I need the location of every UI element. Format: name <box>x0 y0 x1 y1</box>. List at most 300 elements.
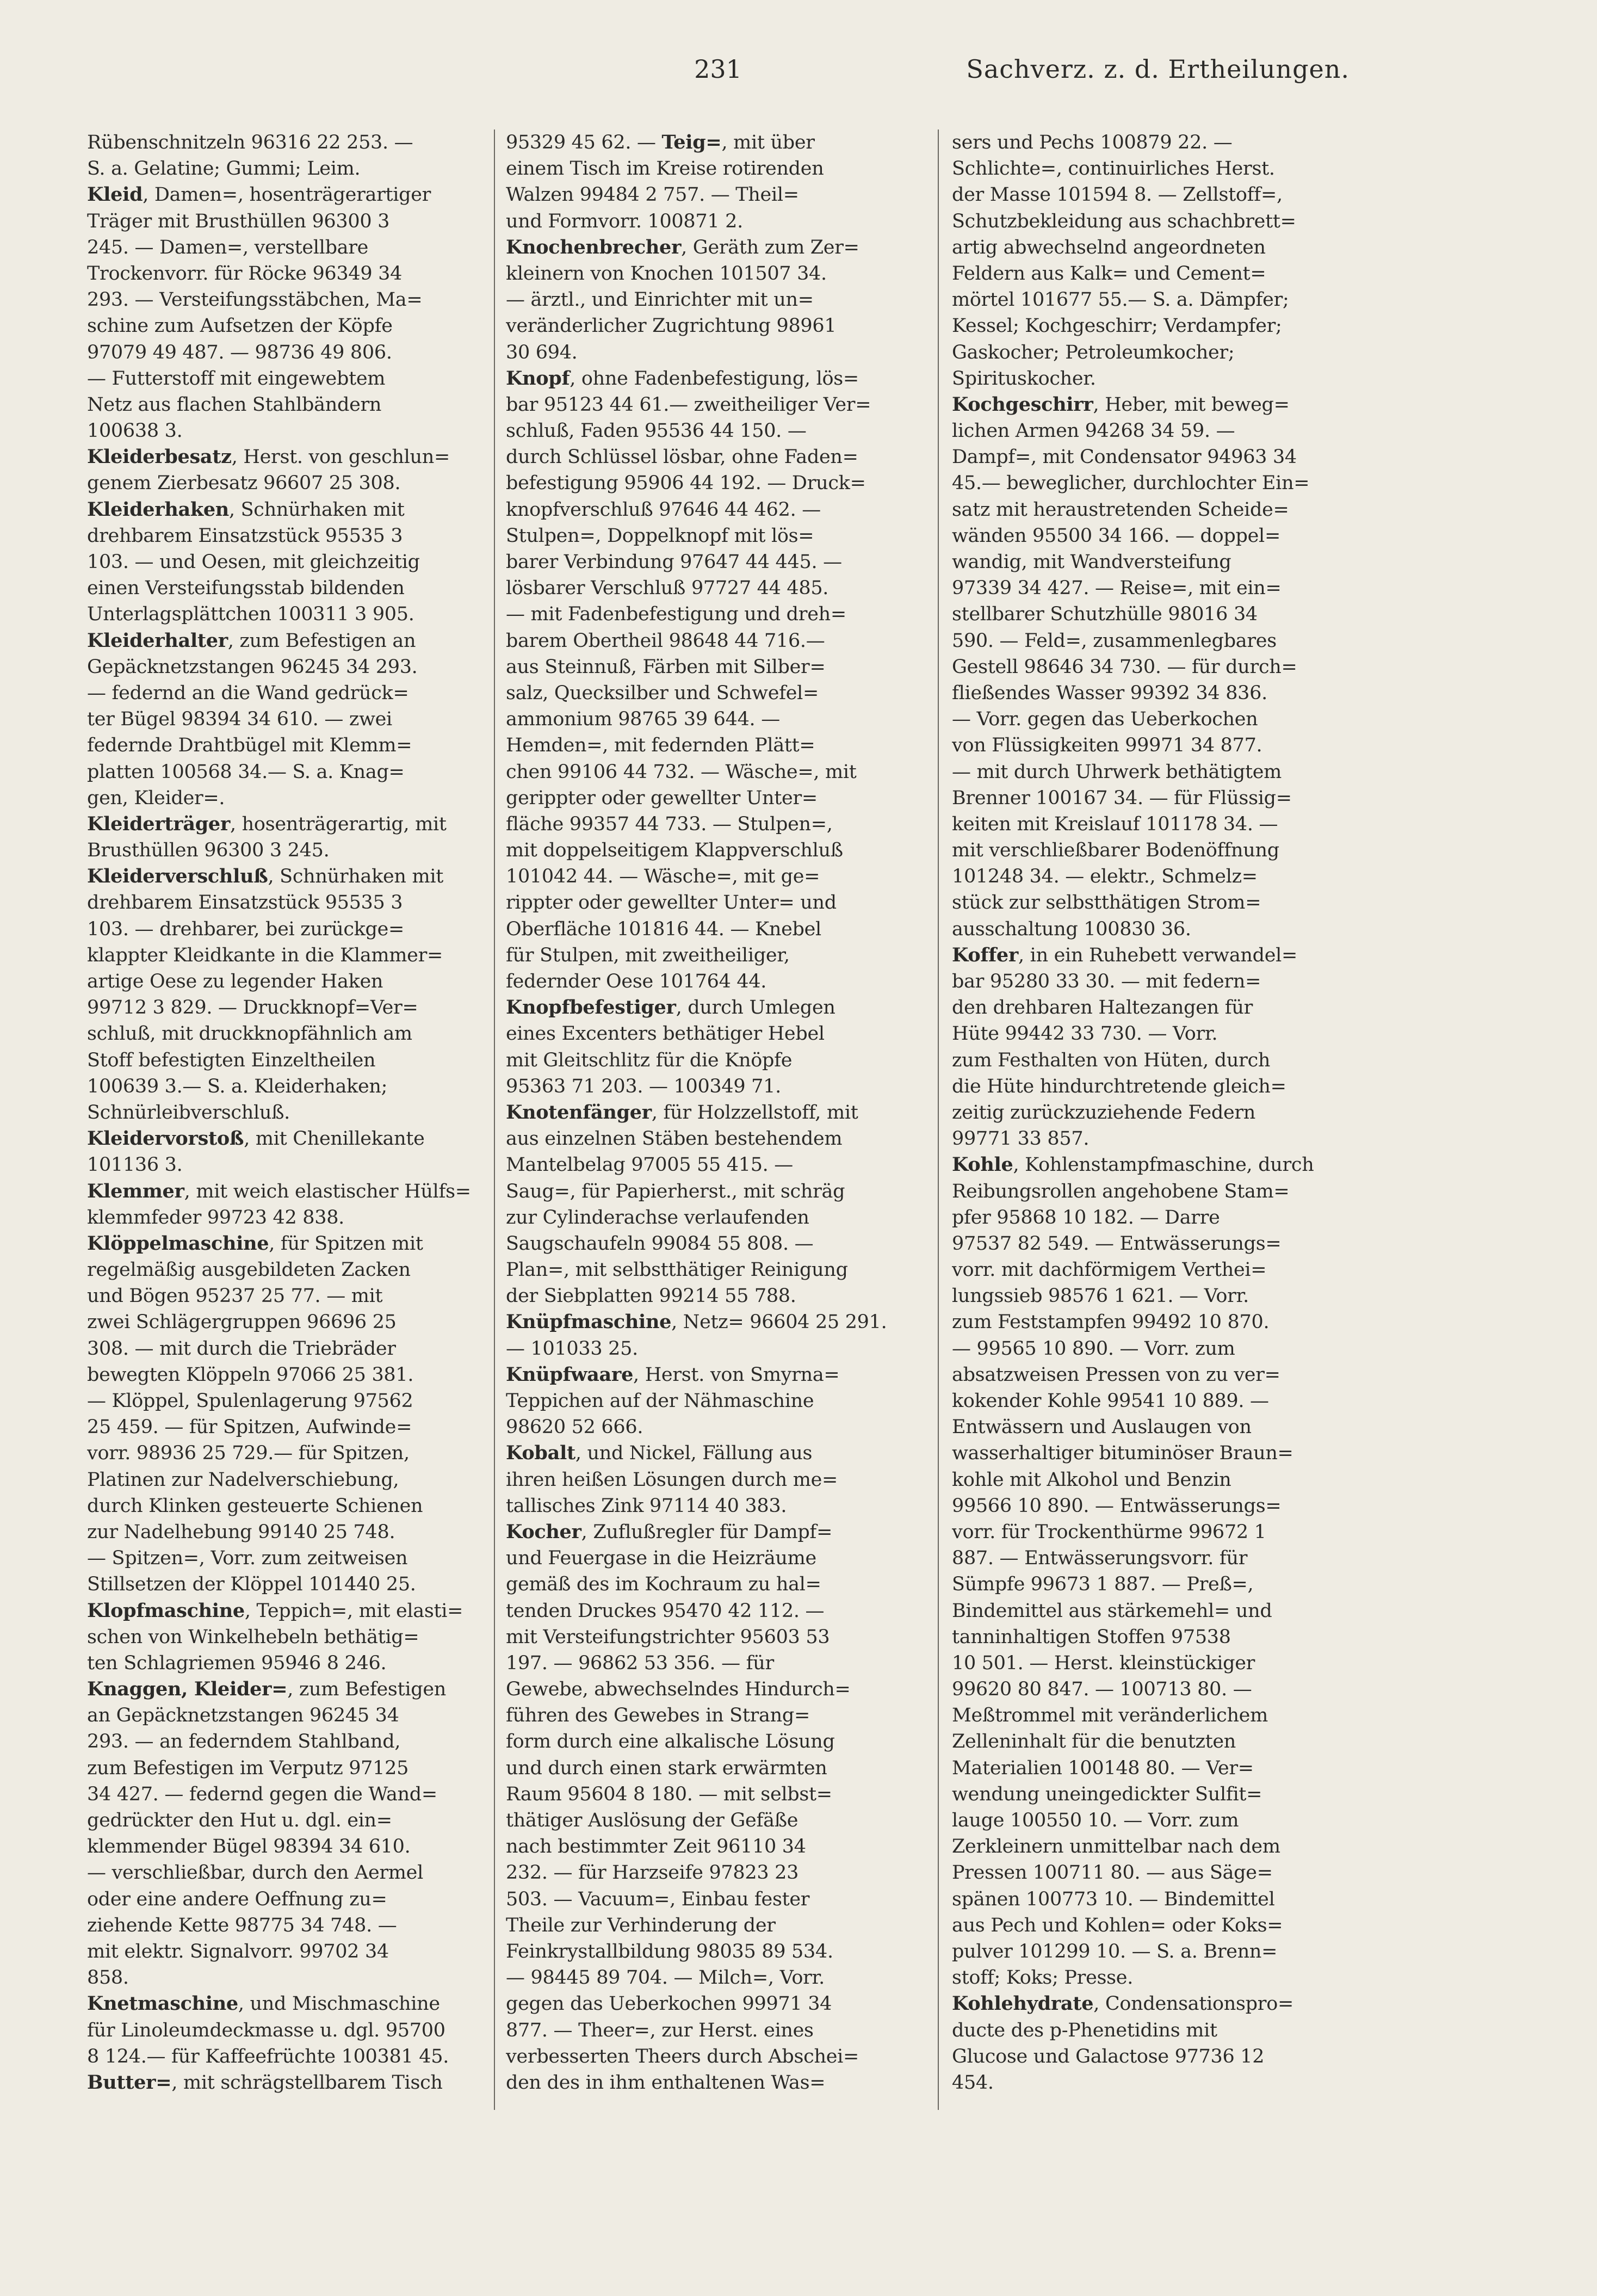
index-line <box>506 1598 919 1624</box>
entry-text: ducte des p-Phenetidins mit <box>952 2019 1217 2041</box>
index-line <box>87 1781 500 1807</box>
entry-text: wasserhaltiger bituminöser Braun= <box>952 1442 1293 1465</box>
index-line <box>87 287 500 313</box>
index-line <box>87 2017 500 2044</box>
index-line <box>952 1493 1365 1519</box>
entry-text: 887. — Entwässerungsvorr. für <box>952 1547 1248 1570</box>
index-line <box>87 1414 500 1440</box>
index-line <box>506 1257 919 1283</box>
index-line <box>87 2070 500 2096</box>
index-line <box>952 1702 1365 1729</box>
entry-text: , Geräth zum Zer= <box>681 236 859 258</box>
page-number: 231 <box>694 54 742 84</box>
entry-text: klemmender Bügel 98394 34 610. <box>87 1836 411 1858</box>
index-line <box>87 680 500 706</box>
index-line <box>952 156 1365 182</box>
index-line <box>506 916 919 942</box>
entry-text: Träger mit Brusthüllen 96300 3 <box>87 210 390 232</box>
entry-text: Schutzbekleidung aus schachbrett= <box>952 210 1296 232</box>
entry-text: 590. — Feld=, zusammenlegbares <box>952 629 1277 652</box>
index-line <box>87 261 500 287</box>
index-line <box>506 942 919 968</box>
entry-text: satz mit heraustretenden Scheide= <box>952 498 1289 521</box>
index-line <box>87 654 500 680</box>
entry-text: — 101033 25. <box>506 1337 638 1360</box>
index-line <box>952 497 1365 523</box>
entry-text: wänden 95500 34 166. — doppel= <box>952 524 1280 547</box>
entry-text: mit doppelseitigem Klappverschluß <box>506 840 843 862</box>
headword: Kleiderhaken <box>87 498 229 521</box>
entry-text: und Feuergase in die Heizräume <box>506 1547 816 1570</box>
entry-text: gerippter oder gewellter Unter= <box>506 787 818 809</box>
entry-text: Brusthüllen 96300 3 245. <box>87 840 330 862</box>
entry-text: lösbarer Verschluß 97727 44 485. <box>506 577 829 600</box>
entry-text: , Condensationspro= <box>1093 1993 1294 2015</box>
index-line <box>87 1152 500 1178</box>
index-line <box>506 968 919 995</box>
index-line <box>952 680 1365 706</box>
index-line <box>952 470 1365 496</box>
entry-text: 103. — drehbarer, bei zurückge= <box>87 918 405 940</box>
entry-text: , in ein Ruhebett verwandel= <box>1018 944 1298 966</box>
entry-text: , zum Befestigen <box>287 1678 446 1701</box>
entry-text: Materialien 100148 80. — Ver= <box>952 1757 1254 1779</box>
entry-text: Stillsetzen der Klöppel 101440 25. <box>87 1573 416 1596</box>
entry-text: Bindemittel aus stärkemehl= und <box>952 1600 1272 1622</box>
entry-text: 293. — Versteifungsstäbchen, Ma= <box>87 289 423 311</box>
index-line <box>87 1467 500 1493</box>
column-divider <box>938 129 939 2110</box>
index-line <box>952 2044 1365 2070</box>
entry-text: schluß, mit druckknopfähnlich am <box>87 1023 412 1045</box>
index-line <box>952 1178 1365 1205</box>
entry-text: Hemden=, mit federnden Plätt= <box>506 735 815 757</box>
index-line <box>506 418 919 444</box>
entry-text: 101136 3. <box>87 1154 183 1176</box>
headword: Knochenbrecher <box>506 236 682 258</box>
index-line <box>506 366 919 392</box>
entry-text: 30 694. <box>506 341 578 363</box>
entry-text: Gepäcknetzstangen 96245 34 293. <box>87 656 418 678</box>
entry-text: ten Schlagriemen 95946 8 246. <box>87 1652 387 1674</box>
index-line <box>952 523 1365 549</box>
index-line <box>506 1624 919 1650</box>
index-line <box>506 2070 919 2096</box>
entry-text: ziehende Kette 98775 34 748. — <box>87 1914 397 1936</box>
entry-text: , Teppich=, mit elasti= <box>244 1600 463 1622</box>
entry-text: 25 459. — für Spitzen, Aufwinde= <box>87 1416 412 1439</box>
index-line <box>952 1729 1365 1755</box>
entry-text: , für Holzzellstoff, mit <box>651 1101 858 1124</box>
entry-text: stück zur selbstthätigen Strom= <box>952 892 1261 914</box>
entry-text: gemäß des im Kochraum zu hal= <box>506 1573 821 1596</box>
index-line <box>87 1571 500 1597</box>
index-line <box>506 1126 919 1152</box>
entry-text: , Damen=, hosenträgerartiger <box>143 184 431 206</box>
entry-text: die Hüte hindurchtretende gleich= <box>952 1075 1286 1097</box>
index-line <box>506 1807 919 1834</box>
entry-text: Raum 95604 8 180. — mit selbst= <box>506 1783 832 1805</box>
index-line <box>952 811 1365 837</box>
entry-text: Schlichte=, continuirliches Herst. <box>952 158 1275 180</box>
index-line <box>87 837 500 863</box>
index-line <box>506 1650 919 1676</box>
index-line <box>952 1021 1365 1047</box>
index-line <box>952 575 1365 601</box>
entry-text: regelmäßig ausgebildeten Zacken <box>87 1259 411 1281</box>
headword: Kleidervorstoß <box>87 1127 244 1150</box>
entry-text: , mit Chenillekante <box>244 1128 425 1150</box>
index-line <box>952 2017 1365 2044</box>
index-line <box>506 1965 919 1991</box>
entry-text: , Herst. von geschlun= <box>231 446 450 468</box>
entry-text: kokender Kohle 99541 10 889. — <box>952 1390 1269 1412</box>
index-line <box>87 523 500 549</box>
entry-text: 99712 3 829. — Druckknopf=Ver= <box>87 997 418 1019</box>
entry-text: tanninhaltigen Stoffen 97538 <box>952 1626 1231 1648</box>
index-line <box>506 1283 919 1309</box>
entry-text: 34 427. — federnd gegen die Wand= <box>87 1783 437 1805</box>
index-line <box>952 732 1365 758</box>
running-head: Sachverz. z. d. Ertheilungen. <box>966 54 1350 84</box>
entry-text: Kessel; Kochgeschirr; Verdampfer; <box>952 315 1282 337</box>
index-line <box>87 1755 500 1781</box>
index-line <box>87 1545 500 1571</box>
index-line <box>952 1336 1365 1362</box>
index-line <box>952 340 1365 366</box>
index-line <box>952 313 1365 339</box>
index-line <box>87 1807 500 1834</box>
entry-text: 95363 71 203. — 100349 71. <box>506 1075 781 1097</box>
entry-text: , durch Umlegen <box>676 997 835 1019</box>
index-line <box>87 811 500 837</box>
headword: Knotenfänger <box>506 1101 652 1124</box>
index-line <box>87 732 500 758</box>
index-line <box>506 156 919 182</box>
index-line <box>87 1205 500 1231</box>
index-line <box>87 1362 500 1388</box>
entry-text: fließendes Wasser 99392 34 836. <box>952 682 1267 704</box>
index-line <box>506 1493 919 1519</box>
index-line <box>952 208 1365 234</box>
index-line <box>87 601 500 627</box>
index-line <box>506 1702 919 1729</box>
entry-text: mörtel 101677 55.— S. a. Dämpfer; <box>952 289 1289 311</box>
index-line <box>87 1178 500 1205</box>
entry-text: wandig, mit Wandversteifung <box>952 551 1231 573</box>
entry-text: bar 95123 44 61.— zweitheiliger Ver= <box>506 393 871 416</box>
entry-text: veränderlicher Zugrichtung 98961 <box>506 315 837 337</box>
entry-text: 308. — mit durch die Triebräder <box>87 1337 396 1360</box>
entry-text: , Netz= 96604 25 291. <box>671 1311 887 1334</box>
entry-text: 95329 45 62. — <box>506 132 662 153</box>
entry-text: führen des Gewebes in Strang= <box>506 1705 810 1727</box>
index-line <box>87 1702 500 1729</box>
index-line <box>87 1676 500 1702</box>
entry-text: , mit weich elastischer Hülfs= <box>184 1180 471 1202</box>
entry-text: 197. — 96862 53 356. — für <box>506 1652 774 1674</box>
entry-text: wendung uneingedickter Sulfit= <box>952 1783 1262 1805</box>
index-line <box>952 1781 1365 1807</box>
entry-text: 100638 3. <box>87 420 183 442</box>
entry-text: aus einzelnen Stäben bestehendem <box>506 1128 843 1150</box>
index-line <box>87 444 500 470</box>
index-line <box>952 1886 1365 1912</box>
entry-text: und Bögen 95237 25 77. — mit <box>87 1285 383 1307</box>
index-line <box>87 759 500 785</box>
entry-text: nach bestimmter Zeit 96110 34 <box>506 1836 806 1858</box>
entry-text: kohle mit Alkohol und Benzin <box>952 1468 1231 1491</box>
entry-text: 858. <box>87 1967 129 1989</box>
headword: Teig= <box>661 131 722 153</box>
entry-text: stellbarer Schutzhülle 98016 34 <box>952 603 1258 626</box>
entry-text: lungssieb 98576 1 621. — Vorr. <box>952 1285 1249 1307</box>
index-line <box>506 1939 919 1965</box>
entry-text: Feinkrystallbildung 98035 89 534. <box>506 1940 833 1962</box>
entry-text: und durch einen stark erwärmten <box>506 1757 827 1779</box>
entry-text: spänen 100773 10. — Bindemittel <box>952 1888 1275 1910</box>
entry-text: Gestell 98646 34 730. — für durch= <box>952 656 1297 678</box>
entry-text: Dampf=, mit Condensator 94963 34 <box>952 446 1297 468</box>
entry-text: 45.— beweglicher, durchlochter Ein= <box>952 472 1310 495</box>
entry-text: 232. — für Harzseife 97823 23 <box>506 1862 799 1884</box>
entry-text: 454. <box>952 2071 994 2094</box>
index-line <box>952 2070 1365 2096</box>
index-line <box>87 890 500 916</box>
headword: Klöppelmaschine <box>87 1232 269 1255</box>
index-line <box>87 1126 500 1152</box>
entry-text: , mit schrägstellbarem Tisch <box>171 2071 443 2094</box>
index-line <box>952 1598 1365 1624</box>
index-line <box>87 1650 500 1676</box>
index-line <box>87 863 500 890</box>
entry-text: 98620 52 666. <box>506 1416 643 1439</box>
index-line <box>87 313 500 339</box>
index-line <box>506 549 919 575</box>
index-line <box>952 837 1365 863</box>
index-line <box>87 234 500 261</box>
index-line <box>87 1965 500 1991</box>
entry-text: zum Festhalten von Hüten, durch <box>952 1049 1271 1071</box>
entry-text: , und Mischmaschine <box>238 1993 440 2015</box>
entry-text: — verschließbar, durch den Aermel <box>87 1862 423 1884</box>
entry-text: der Masse 101594 8. — Zellstoff=, <box>952 184 1283 206</box>
entry-text: artig abwechselnd angeordneten <box>952 236 1266 258</box>
headword: Kleiderhalter <box>87 629 228 652</box>
index-line <box>506 1309 919 1335</box>
index-line <box>952 1676 1365 1702</box>
index-line <box>506 261 919 287</box>
index-line <box>87 1939 500 1965</box>
index-line <box>952 1624 1365 1650</box>
index-line <box>952 1571 1365 1597</box>
index-column-3 <box>952 129 1365 2096</box>
headword: Knüpfmaschine <box>506 1311 672 1334</box>
headword: Knüpfwaare <box>506 1363 634 1386</box>
headword: Klopfmaschine <box>87 1599 245 1622</box>
entry-text: , zum Befestigen an <box>227 629 416 652</box>
index-line <box>506 1414 919 1440</box>
headword: Kochgeschirr <box>952 393 1093 416</box>
headword: Butter= <box>87 2071 172 2094</box>
entry-text: , Zuflußregler für Dampf= <box>581 1521 833 1543</box>
headword: Kleiderverschluß <box>87 865 268 888</box>
index-line <box>506 208 919 234</box>
entry-text: — mit Fadenbefestigung und dreh= <box>506 603 846 626</box>
entry-text: ihren heißen Lösungen durch me= <box>506 1468 838 1491</box>
entry-text: von Flüssigkeiten 99971 34 877. <box>952 735 1262 757</box>
index-line <box>506 1729 919 1755</box>
entry-text: Sümpfe 99673 1 887. — Preß=, <box>952 1573 1254 1596</box>
index-line <box>506 1781 919 1807</box>
index-line <box>506 234 919 261</box>
headword: Knaggen, Kleider= <box>87 1678 288 1701</box>
index-line <box>506 759 919 785</box>
index-line <box>952 1073 1365 1100</box>
index-line <box>506 680 919 706</box>
index-line <box>87 156 500 182</box>
index-line <box>952 1545 1365 1571</box>
index-line <box>952 942 1365 968</box>
index-line <box>87 628 500 654</box>
index-line <box>506 313 919 339</box>
entry-text: form durch eine alkalische Lösung <box>506 1731 835 1753</box>
index-line <box>952 1047 1365 1073</box>
index-line <box>506 1336 919 1362</box>
entry-text: 877. — Theer=, zur Herst. eines <box>506 2019 814 2041</box>
entry-text: für Stulpen, mit zweitheiliger, <box>506 944 790 966</box>
entry-text: Trockenvorr. für Röcke 96349 34 <box>87 262 403 285</box>
index-line <box>506 1388 919 1414</box>
index-line <box>506 575 919 601</box>
entry-text: gegen das Ueberkochen 99971 34 <box>506 1993 832 2015</box>
index-line <box>952 549 1365 575</box>
entry-text: tallisches Zink 97114 40 383. <box>506 1495 787 1517</box>
index-line <box>87 1886 500 1912</box>
index-line <box>952 1755 1365 1781</box>
entry-text: Oberfläche 101816 44. — Knebel <box>506 918 821 940</box>
entry-text: 293. — an federndem Stahlband, <box>87 1731 401 1753</box>
entry-text: — 98445 89 704. — Milch=, Vorr. <box>506 1967 825 1989</box>
entry-text: ter Bügel 98394 34 610. — zwei <box>87 708 392 731</box>
entry-text: federnder Oese 101764 44. <box>506 971 767 992</box>
entry-text: den des in ihm enthaltenen Was= <box>506 2071 826 2094</box>
entry-text: Zerkleinern unmittelbar nach dem <box>952 1836 1280 1858</box>
entry-text: der Siebplatten 99214 55 788. <box>506 1285 796 1307</box>
entry-text: tenden Druckes 95470 42 112. — <box>506 1600 825 1622</box>
index-line <box>952 863 1365 890</box>
index-line <box>952 1231 1365 1257</box>
entry-text: 245. — Damen=, verstellbare <box>87 236 369 258</box>
entry-text: gen, Kleider=. <box>87 787 225 809</box>
entry-text: den drehbaren Haltezangen für <box>952 997 1253 1019</box>
entry-text: — Klöppel, Spulenlagerung 97562 <box>87 1390 413 1412</box>
index-line <box>506 1519 919 1545</box>
index-line <box>506 1676 919 1702</box>
index-line <box>506 1860 919 1886</box>
entry-text: mit verschließbarer Bodenöffnung <box>952 840 1279 862</box>
entry-text: Saugschaufeln 99084 55 808. — <box>506 1232 814 1255</box>
entry-text: keiten mit Kreislauf 101178 34. — <box>952 813 1278 835</box>
index-line <box>506 1178 919 1205</box>
index-line <box>87 549 500 575</box>
index-line <box>87 1336 500 1362</box>
index-line <box>87 1598 500 1624</box>
entry-text: für Linoleumdeckmasse u. dgl. 95700 <box>87 2019 445 2041</box>
index-line <box>87 392 500 418</box>
index-line <box>506 1886 919 1912</box>
entry-text: fläche 99357 44 733. — Stulpen=, <box>506 813 833 835</box>
entry-text: oder eine andere Oeffnung zu= <box>87 1888 387 1910</box>
index-line <box>87 1021 500 1047</box>
index-line <box>506 1467 919 1493</box>
index-line <box>506 654 919 680</box>
entry-text: schen von Winkelhebeln bethätig= <box>87 1626 419 1648</box>
entry-text: Entwässern und Auslaugen von <box>952 1416 1252 1439</box>
index-line <box>952 995 1365 1021</box>
index-line <box>87 182 500 208</box>
index-line <box>506 2017 919 2044</box>
entry-text: ammonium 98765 39 644. — <box>506 708 780 731</box>
headword: Knopfbefestiger <box>506 996 676 1019</box>
entry-text: bewegten Klöppeln 97066 25 381. <box>87 1363 414 1386</box>
index-line <box>952 234 1365 261</box>
entry-text: Mantelbelag 97005 55 415. — <box>506 1154 794 1176</box>
index-line <box>87 340 500 366</box>
entry-text: , ohne Fadenbefestigung, lös= <box>570 367 859 390</box>
entry-text: rippter oder gewellter Unter= und <box>506 892 837 914</box>
entry-text: genem Zierbesatz 96607 25 308. <box>87 472 401 495</box>
entry-text: schluß, Faden 95536 44 150. — <box>506 420 807 442</box>
index-line <box>952 706 1365 732</box>
entry-text: Spirituskocher. <box>952 367 1096 390</box>
entry-text: Stulpen=, Doppelknopf mit lös= <box>506 524 814 547</box>
entry-text: schine zum Aufsetzen der Köpfe <box>87 315 393 337</box>
index-line <box>952 129 1365 156</box>
entry-text: zur Nadelhebung 99140 25 748. <box>87 1521 395 1543</box>
index-line <box>506 1440 919 1466</box>
index-line <box>87 575 500 601</box>
entry-text: Brenner 100167 34. — für Flüssig= <box>952 787 1292 809</box>
index-line <box>87 1834 500 1860</box>
entry-text: mit Gleitschlitz für die Knöpfe <box>506 1049 793 1071</box>
index-line <box>506 2044 919 2070</box>
index-line <box>506 444 919 470</box>
entry-text: , Schnürhaken mit <box>228 498 405 521</box>
entry-text: 101042 44. — Wäsche=, mit ge= <box>506 866 820 888</box>
index-line <box>506 1912 919 1939</box>
index-line <box>506 1073 919 1100</box>
entry-text: drehbarem Einsatzstück 95535 3 <box>87 524 403 547</box>
entry-text: , für Spitzen mit <box>269 1232 423 1255</box>
index-line <box>952 1834 1365 1860</box>
index-line <box>952 890 1365 916</box>
entry-text: , Herst. von Smyrna= <box>633 1363 840 1386</box>
index-line <box>506 1571 919 1597</box>
entry-text: Zelleninhalt für die benutzten <box>952 1731 1236 1753</box>
index-line <box>952 968 1365 995</box>
index-line <box>506 1021 919 1047</box>
entry-text: platten 100568 34.— S. a. Knag= <box>87 761 405 783</box>
index-line <box>87 418 500 444</box>
index-line <box>952 916 1365 942</box>
index-line <box>952 418 1365 444</box>
index-line <box>506 1152 919 1178</box>
entry-text: , und Nickel, Fällung aus <box>575 1442 813 1465</box>
index-line <box>952 1152 1365 1178</box>
index-line <box>87 1100 500 1126</box>
entry-text: Rübenschnitzeln 96316 22 253. — <box>87 132 413 153</box>
